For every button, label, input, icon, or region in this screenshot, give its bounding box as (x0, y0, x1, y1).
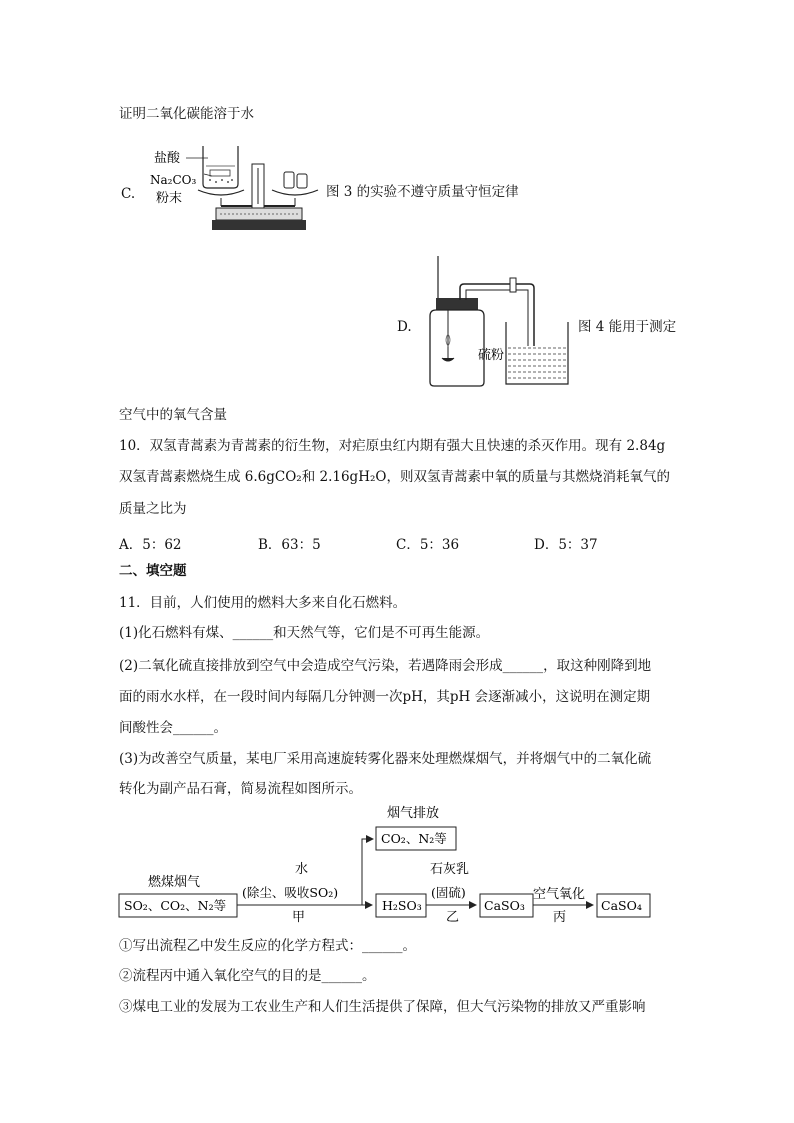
text-line: (3)为改善空气质量，某电厂采用高速旋转雾化器来处理燃煤烟气，并将烟气中的二氧化硫 (119, 751, 652, 767)
balance-figure (146, 140, 322, 240)
flow-start-label: 燃煤烟气 (148, 875, 201, 890)
text-line: 双氢青蒿素燃烧生成 6.6gCO₂和 2.16gH₂O，则双氢青蒿素中氧的质量与其燃烧消耗氧气的 (119, 469, 670, 485)
flow-diagram (110, 800, 660, 925)
flow-box4-text: CaSO₄ (601, 898, 642, 913)
label-na2co3: Na₂CO₃ (150, 173, 197, 187)
text-line: 质量之比为 (119, 501, 187, 517)
question-10: 10．双氢青蒿素为青蒿素的衍生物，对疟原虫红内期有强大且快速的杀灭作用。现有 2.84g (119, 438, 666, 454)
sub-question-1: ①写出流程乙中发生反应的化学方程式：______。 (119, 938, 416, 954)
sub-question-2: ②流程丙中通入氧化空气的目的是______。 (119, 968, 376, 984)
flow-arrow1-bottom: 甲 (292, 910, 306, 925)
option-d-label: D. (397, 319, 412, 335)
flow-exhaust-text: CO₂、N₂等 (381, 831, 447, 846)
text-line: (2)二氧化硫直接排放到空气中会造成空气污染，若遇降雨会形成______，取这种刚降到地 (119, 658, 652, 674)
label-hcl: 盐酸 (154, 151, 181, 166)
text-line: (1)化石燃料有煤、______和天然气等，它们是不可再生能源。 (119, 625, 490, 641)
sub-question-3: ③煤电工业的发展为工农业生产和人们生活提供了保障，但大气污染物的排放又严重影响 (119, 999, 646, 1015)
flow-box3-text: CaSO₃ (484, 898, 525, 913)
option-c-text: 图 3 的实验不遵守质量守恒定律 (326, 184, 519, 200)
flow-exhaust-label: 烟气排放 (387, 806, 440, 821)
flow-branch-arrow (362, 839, 373, 905)
text-line: 间酸性会______。 (119, 720, 227, 736)
section-heading: 二、填空题 (119, 563, 187, 579)
flow-arrow2-mid: (固硫) (431, 885, 466, 900)
flow-arrow2-top: 石灰乳 (430, 862, 470, 877)
option-d: D．5：37 (534, 537, 598, 553)
label-powder: 粉末 (156, 191, 183, 206)
question-11: 11．目前，人们使用的燃料大多来自化石燃料。 (119, 595, 407, 611)
text-line: 转化为副产品石膏，简易流程如图所示。 (119, 781, 362, 797)
option-c: C．5：36 (396, 537, 460, 553)
oxygen-apparatus-figure (420, 254, 574, 390)
label-sulfur: 硫粉 (478, 348, 505, 363)
text-line: 面的雨水水样，在一段时间内每隔几分钟测一次pH，其pH 会逐渐减小，这说明在测定期 (119, 689, 651, 705)
option-d-text: 图 4 能用于测定 (578, 319, 677, 335)
flow-start-text: SO₂、CO₂、N₂等 (124, 898, 227, 913)
flow-arrow3-top: 空气氧化 (533, 887, 586, 902)
flow-arrow2-bottom: 乙 (446, 910, 460, 925)
text-line: 证明二氧化碳能溶于水 (119, 106, 254, 122)
flow-box2-text: H₂SO₃ (382, 898, 422, 913)
flow-arrow1-mid: (除尘、吸收SO₂) (242, 885, 339, 900)
flow-arrow3-bottom: 丙 (553, 910, 567, 925)
option-a: A．5：62 (119, 537, 182, 553)
option-c-label: C. (121, 186, 136, 202)
text-line: 空气中的氧气含量 (119, 407, 227, 423)
flow-arrow1-top: 水 (295, 862, 309, 877)
option-b: B．63：5 (258, 537, 321, 553)
